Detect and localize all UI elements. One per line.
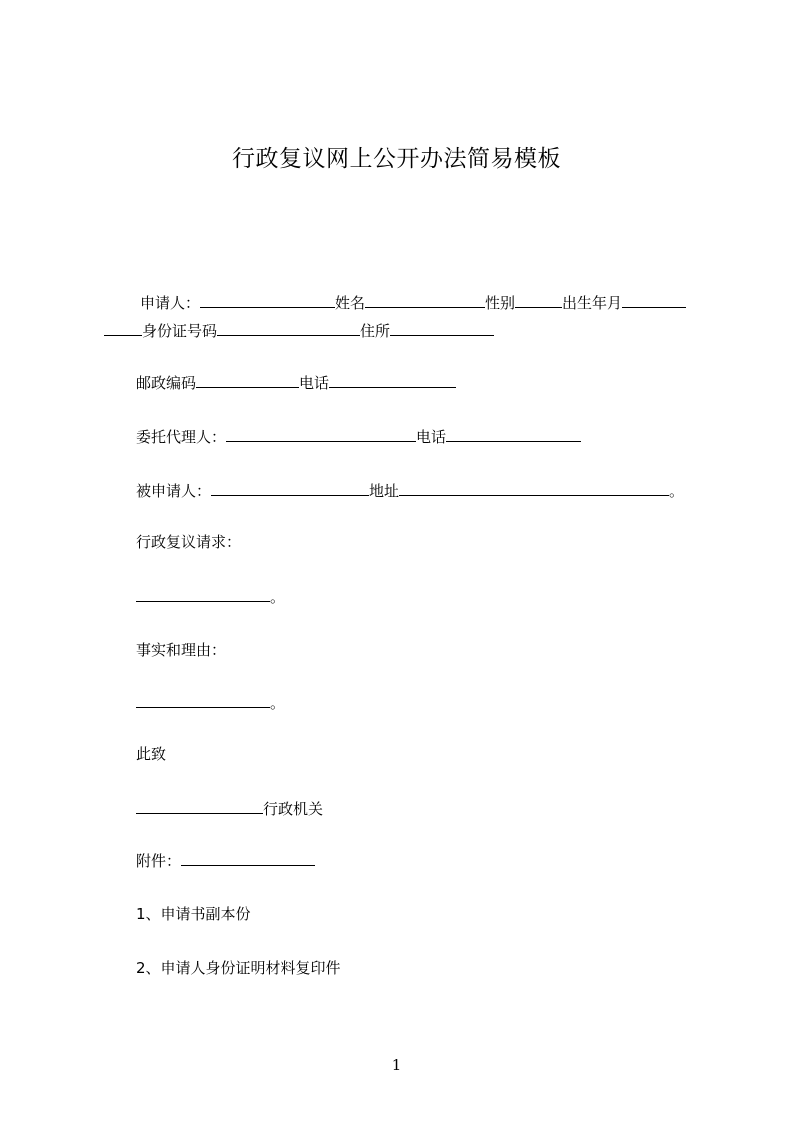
applicant-line (140, 292, 686, 313)
respondent-label: 被申请人： (136, 482, 212, 500)
request-blank (136, 586, 270, 602)
applicant-blank (200, 292, 335, 308)
closing-text: 此致 (136, 745, 167, 763)
address-blank (390, 320, 494, 336)
address-label: 住所 (360, 322, 391, 340)
attachment-item-1: 1、申请书副本份 (136, 905, 251, 923)
postcode-line (136, 372, 456, 393)
attachments-blank (181, 850, 315, 866)
request-end: 。 (270, 588, 286, 606)
id-label: 身份证号码 (142, 322, 218, 340)
respondent-blank (211, 480, 369, 496)
phone-blank (329, 372, 456, 388)
phone-label: 电话 (299, 374, 330, 392)
applicant-label: 申请人： (140, 294, 201, 312)
respondent-line (136, 480, 684, 501)
name-blank (365, 292, 485, 308)
facts-blank (136, 692, 270, 708)
facts-line (136, 692, 285, 713)
authority-blank (136, 798, 263, 814)
gender-label: 性别 (485, 294, 516, 312)
respondent-end: 。 (669, 482, 685, 500)
gender-blank (515, 292, 562, 308)
id-blank (217, 320, 360, 336)
attachment-item-2: 2、申请人身份证明材料复印件 (136, 959, 341, 977)
authority-suffix: 行政机关 (263, 800, 324, 818)
authority-line (136, 798, 323, 819)
document-title: 行政复议网上公开办法简易模板 (232, 146, 561, 172)
respondent-address-blank (399, 480, 669, 496)
postcode-label: 邮政编码 (136, 374, 197, 392)
name-label: 姓名 (335, 294, 366, 312)
facts-end: 。 (270, 694, 286, 712)
request-heading: 行政复议请求： (136, 533, 242, 551)
request-line (136, 586, 285, 607)
birth-label: 出生年月 (562, 294, 623, 312)
birth-blank (622, 292, 686, 308)
postcode-blank (196, 372, 299, 388)
agent-phone-label: 电话 (416, 428, 447, 446)
respondent-address-label: 地址 (369, 482, 400, 500)
birth-blank-continued (104, 320, 142, 336)
attachments-line (136, 850, 315, 871)
agent-label: 委托代理人： (136, 428, 227, 446)
facts-heading: 事实和理由： (136, 641, 227, 659)
agent-blank (226, 426, 416, 442)
attachments-label: 附件： (136, 852, 182, 870)
page-number: 1 (391, 1056, 402, 1074)
agent-line (136, 426, 581, 447)
applicant-line-2 (104, 320, 494, 341)
agent-phone-blank (446, 426, 581, 442)
